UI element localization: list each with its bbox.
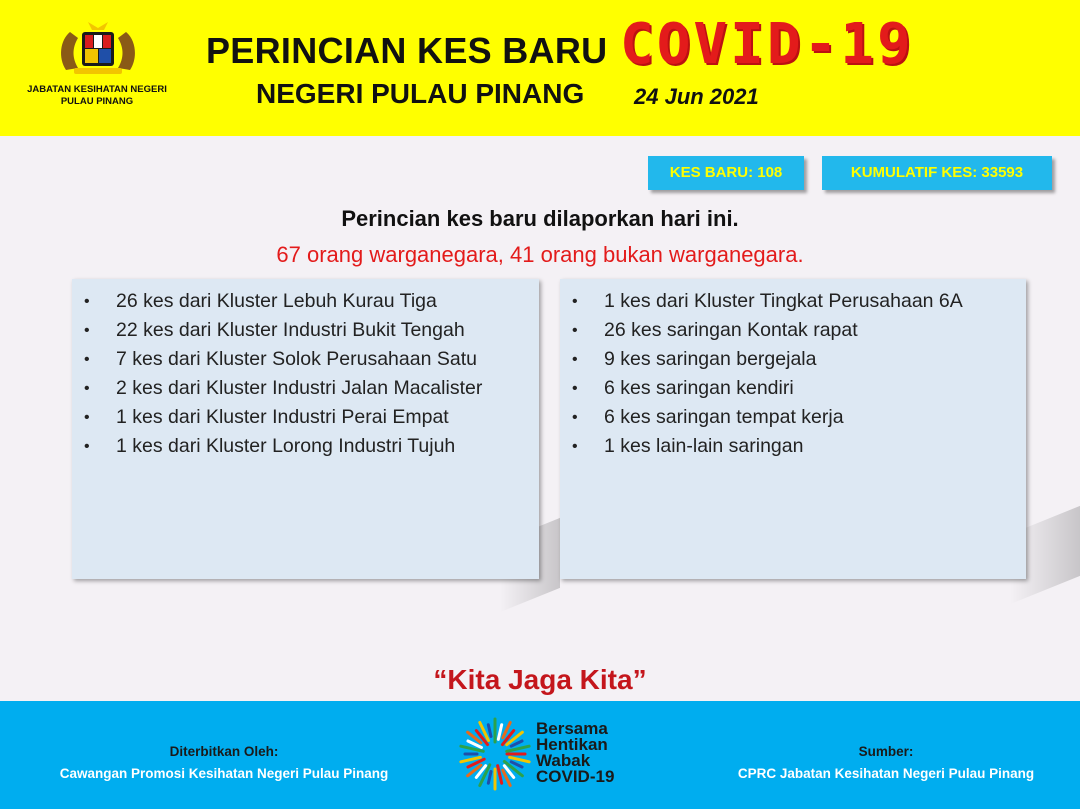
campaign-line: Wabak: [536, 751, 591, 770]
right-case-panel: [560, 279, 1026, 579]
source-label: Sumber:: [858, 744, 914, 759]
slogan: “Kita Jaga Kita”: [433, 664, 647, 695]
header-banner: [0, 0, 1080, 136]
page-title: PERINCIAN KES BARU: [206, 30, 608, 71]
bullet-icon: •: [572, 380, 578, 397]
case-list-item: [72, 345, 539, 374]
source-name: CPRC Jabatan Kesihatan Negeri Pulau Pinang: [737, 766, 1035, 781]
bullet-icon: •: [572, 351, 578, 368]
bullet-icon: •: [84, 438, 90, 455]
publisher-block: [24, 741, 424, 785]
case-list-text: 26 kes saringan Kontak rapat: [604, 319, 858, 341]
case-list-item: [72, 403, 539, 432]
publisher-name: Cawangan Promosi Kesihatan Negeri Pulau Pinang: [59, 766, 389, 781]
case-list-text: 1 kes lain-lain saringan: [604, 435, 804, 457]
state-title: NEGERI PULAU PINANG: [256, 78, 585, 109]
logo-ray: [498, 766, 502, 784]
summary-heading: Perincian kes baru dilaporkan hari ini.: [341, 206, 739, 231]
case-list-item: [72, 287, 539, 316]
campaign-text: [536, 721, 614, 785]
case-list-text: 1 kes dari Kluster Lorong Industri Tujuh: [116, 435, 456, 457]
left-case-list: [72, 279, 539, 461]
report-date: 24 Jun 2021: [634, 84, 759, 109]
case-list-text: 6 kes saringan tempat kerja: [604, 406, 844, 428]
logo-ray: [511, 741, 522, 746]
logo-ray: [511, 762, 522, 767]
bullet-icon: •: [572, 293, 578, 310]
bullet-icon: •: [84, 293, 90, 310]
case-list-item: [560, 345, 1026, 374]
cumulative-cases-badge: KUMULATIF KES: 33593: [822, 156, 1052, 190]
left-case-panel: [72, 279, 539, 579]
case-list-item: [560, 403, 1026, 432]
bullet-icon: •: [84, 380, 90, 397]
bullet-icon: •: [84, 322, 90, 339]
case-list-text: 2 kes dari Kluster Industri Jalan Macalister: [116, 377, 483, 399]
publisher-label: Diterbitkan Oleh:: [169, 744, 279, 759]
case-list-item: [560, 316, 1026, 345]
case-list-item: [72, 374, 539, 403]
case-list-text: 9 kes saringan bergejala: [604, 348, 817, 370]
bullet-icon: •: [572, 438, 578, 455]
logo-ray: [498, 725, 501, 740]
source-block: [712, 741, 1060, 785]
covid-title: COVID-19: [620, 12, 914, 77]
bullet-icon: •: [572, 409, 578, 426]
bullet-icon: •: [84, 351, 90, 368]
department-name: JABATAN KESIHATAN NEGERI PULAU PINANG: [27, 84, 167, 107]
case-list-item: [560, 374, 1026, 403]
case-list-text: 1 kes dari Kluster Tingkat Perusahaan 6A: [604, 290, 963, 312]
logo-ray: [488, 772, 491, 784]
case-list-item: [72, 316, 539, 345]
case-list-item: [72, 432, 539, 461]
bullet-icon: •: [572, 322, 578, 339]
footer-banner: [0, 701, 1080, 809]
right-case-list: [560, 279, 1026, 461]
case-list-text: 1 kes dari Kluster Industri Perai Empat: [116, 406, 449, 428]
logo-ray: [488, 725, 491, 737]
case-list-item: [560, 287, 1026, 316]
coat-of-arms-icon: [52, 18, 144, 82]
new-cases-badge: KES BARU: 108: [648, 156, 804, 190]
case-list-text: 6 kes saringan kendiri: [604, 377, 794, 399]
campaign-line: COVID-19: [536, 767, 615, 786]
campaign-line: Hentikan: [536, 735, 608, 754]
case-list-text: 22 kes dari Kluster Industri Bukit Tengah: [116, 319, 465, 341]
case-list-item: [560, 432, 1026, 461]
nationality-breakdown: 67 orang warganegara, 41 orang bukan warganegara.: [276, 242, 804, 267]
campaign-line: Bersama: [536, 719, 608, 738]
campaign-logo-icon: [458, 717, 532, 791]
case-list-text: 7 kes dari Kluster Solok Perusahaan Satu: [116, 348, 477, 370]
bullet-icon: •: [84, 409, 90, 426]
case-list-text: 26 kes dari Kluster Lebuh Kurau Tiga: [116, 290, 437, 312]
